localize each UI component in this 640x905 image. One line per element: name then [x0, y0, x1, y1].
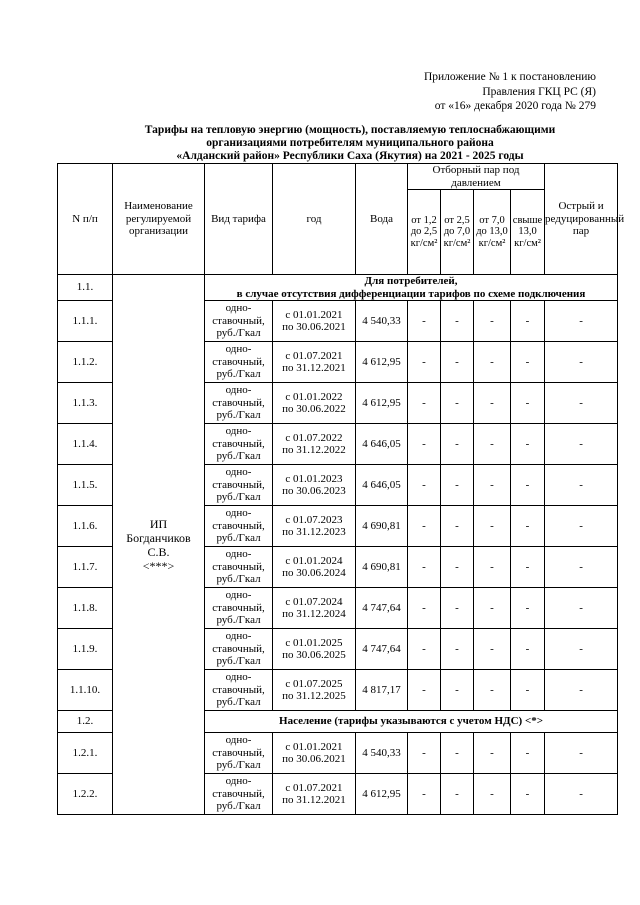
tariff-period	[273, 342, 356, 383]
tariff-kind: одно-ставочный, руб./Гкал	[205, 588, 273, 629]
col-header-steam-1: от 1,2 до 2,5 кг/см²	[408, 190, 441, 275]
empty-value-dash: -	[441, 301, 474, 342]
header-line-2: Правления ГКЦ РС (Я)	[482, 85, 596, 98]
water-tariff: 4 540,33	[356, 733, 408, 774]
organization-name	[113, 275, 205, 815]
water-tariff: 4 612,95	[356, 383, 408, 424]
period-from: с 01.07.2021	[285, 349, 343, 362]
water-tariff: 4 646,05	[356, 465, 408, 506]
tariff-period	[273, 670, 356, 711]
row-number: 1.1.10.	[58, 670, 113, 711]
water-tariff: 4 690,81	[356, 547, 408, 588]
col-header-steam-3: от 7,0 до 13,0 кг/см²	[474, 190, 511, 275]
empty-value-dash: -	[511, 383, 545, 424]
empty-value-dash: -	[441, 465, 474, 506]
tariff-period	[273, 424, 356, 465]
row-number: 1.1.8.	[58, 588, 113, 629]
empty-value-dash: -	[545, 383, 618, 424]
period-to: по 31.12.2025	[282, 690, 346, 702]
row-number: 1.1.2.	[58, 342, 113, 383]
empty-value-dash: -	[408, 670, 441, 711]
empty-value-dash: -	[441, 506, 474, 547]
water-tariff: 4 646,05	[356, 424, 408, 465]
section-number: 1.2.	[58, 711, 113, 733]
period-to: по 30.06.2021	[282, 321, 346, 333]
empty-value-dash: -	[441, 424, 474, 465]
period-to: по 31.12.2022	[282, 444, 346, 456]
empty-value-dash: -	[511, 301, 545, 342]
organization-line1: ИП	[149, 516, 168, 531]
tariff-kind: одно-ставочный, руб./Гкал	[205, 670, 273, 711]
empty-value-dash: -	[441, 383, 474, 424]
tariff-kind: одно-ставочный, руб./Гкал	[205, 383, 273, 424]
document-title	[60, 124, 640, 163]
empty-value-dash: -	[511, 465, 545, 506]
tariff-period	[273, 629, 356, 670]
water-tariff: 4 612,95	[356, 342, 408, 383]
period-to: по 30.06.2022	[282, 403, 346, 415]
row-number: 1.1.9.	[58, 629, 113, 670]
empty-value-dash: -	[511, 774, 545, 815]
empty-value-dash: -	[408, 588, 441, 629]
empty-value-dash: -	[474, 465, 511, 506]
empty-value-dash: -	[545, 629, 618, 670]
period-from: с 01.07.2023	[285, 513, 343, 526]
period-from: с 01.01.2021	[285, 740, 343, 753]
empty-value-dash: -	[511, 733, 545, 774]
row-number: 1.1.7.	[58, 547, 113, 588]
empty-value-dash: -	[474, 774, 511, 815]
tariff-kind: одно-ставочный, руб./Гкал	[205, 774, 273, 815]
tariff-kind: одно-ставочный, руб./Гкал	[205, 733, 273, 774]
title-line-3: «Алданский район» Республики Саха (Якутия) на 2021 - 2025 годы	[176, 150, 524, 162]
period-from: с 01.07.2021	[285, 781, 343, 794]
header-line-1: Приложение № 1 к постановлению	[423, 71, 596, 83]
empty-value-dash: -	[408, 547, 441, 588]
tariff-period	[273, 774, 356, 815]
empty-value-dash: -	[511, 588, 545, 629]
empty-value-dash: -	[408, 506, 441, 547]
empty-value-dash: -	[474, 301, 511, 342]
tariff-kind: одно-ставочный, руб./Гкал	[205, 342, 273, 383]
empty-value-dash: -	[545, 670, 618, 711]
table-body	[58, 275, 618, 815]
tariff-period	[273, 383, 356, 424]
period-to: по 31.12.2023	[282, 526, 346, 538]
organization-line3: С.В.	[147, 544, 170, 559]
empty-value-dash: -	[474, 383, 511, 424]
organization-line4: <***>	[142, 558, 175, 573]
period-from: с 01.07.2024	[285, 595, 343, 608]
water-tariff: 4 747,64	[356, 629, 408, 670]
empty-value-dash: -	[441, 547, 474, 588]
empty-value-dash: -	[474, 547, 511, 588]
col-header-steam-4: свыше 13,0 кг/см²	[511, 190, 545, 275]
water-tariff: 4 817,17	[356, 670, 408, 711]
row-number: 1.1.5.	[58, 465, 113, 506]
row-number: 1.2.1.	[58, 733, 113, 774]
period-from: с 01.07.2025	[285, 677, 343, 690]
empty-value-dash: -	[545, 733, 618, 774]
empty-value-dash: -	[408, 342, 441, 383]
col-header-steam-group: Отборный пар под давлением	[408, 164, 545, 190]
empty-value-dash: -	[408, 383, 441, 424]
col-header-num: N п/п	[58, 164, 113, 275]
tariff-period	[273, 547, 356, 588]
empty-value-dash: -	[474, 424, 511, 465]
empty-value-dash: -	[545, 424, 618, 465]
tariff-period	[273, 506, 356, 547]
period-from: с 01.01.2024	[285, 554, 343, 567]
empty-value-dash: -	[441, 670, 474, 711]
empty-value-dash: -	[408, 465, 441, 506]
col-header-water: Вода	[356, 164, 408, 275]
col-header-steam-2: от 2,5 до 7,0 кг/см²	[441, 190, 474, 275]
empty-value-dash: -	[511, 506, 545, 547]
period-from: с 01.01.2022	[285, 390, 343, 403]
water-tariff: 4 747,64	[356, 588, 408, 629]
tariff-period	[273, 301, 356, 342]
organization-line2: Богданчиков	[126, 530, 191, 545]
section-title	[205, 711, 618, 733]
section-row	[58, 275, 618, 301]
empty-value-dash: -	[545, 547, 618, 588]
period-to: по 30.06.2024	[282, 567, 346, 579]
tariff-period	[273, 588, 356, 629]
tariff-kind: одно-ставочный, руб./Гкал	[205, 301, 273, 342]
tariff-table	[57, 163, 625, 815]
document-header	[424, 70, 596, 114]
empty-value-dash: -	[408, 424, 441, 465]
section-title	[205, 275, 618, 301]
row-number: 1.1.1.	[58, 301, 113, 342]
empty-value-dash: -	[511, 424, 545, 465]
col-header-kind: Вид тарифа	[205, 164, 273, 275]
water-tariff: 4 690,81	[356, 506, 408, 547]
period-from: с 01.01.2021	[285, 308, 343, 321]
tariff-kind: одно-ставочный, руб./Гкал	[205, 424, 273, 465]
tariff-kind: одно-ставочный, руб./Гкал	[205, 465, 273, 506]
period-to: по 31.12.2021	[282, 362, 346, 374]
empty-value-dash: -	[408, 774, 441, 815]
period-from: с 01.01.2025	[285, 636, 343, 649]
water-tariff: 4 540,33	[356, 301, 408, 342]
tariff-kind: одно-ставочный, руб./Гкал	[205, 547, 273, 588]
empty-value-dash: -	[474, 506, 511, 547]
empty-value-dash: -	[474, 733, 511, 774]
section-title-line-1: Население (тарифы указываются с учетом НДС) <*>	[279, 715, 543, 728]
period-to: по 30.06.2021	[282, 753, 346, 765]
header-line-3: от «16» декабря 2020 года № 279	[434, 100, 596, 112]
title-line-2: организациями потребителям муниципального района	[206, 137, 494, 149]
empty-value-dash: -	[441, 733, 474, 774]
tariff-period	[273, 465, 356, 506]
tariff-kind: одно-ставочный, руб./Гкал	[205, 629, 273, 670]
empty-value-dash: -	[545, 465, 618, 506]
empty-value-dash: -	[511, 547, 545, 588]
title-line-1: Тарифы на тепловую энергию (мощность), поставляемую теплоснабжающими	[144, 124, 556, 136]
empty-value-dash: -	[511, 670, 545, 711]
period-from: с 01.01.2023	[285, 472, 343, 485]
period-to: по 31.12.2024	[282, 608, 346, 620]
section-number: 1.1.	[58, 275, 113, 301]
section-title-line-1: Для потребителей,	[364, 275, 458, 287]
row-number: 1.1.4.	[58, 424, 113, 465]
empty-value-dash: -	[408, 733, 441, 774]
empty-value-dash: -	[474, 342, 511, 383]
col-header-year: год	[273, 164, 356, 275]
period-to: по 30.06.2023	[282, 485, 346, 497]
empty-value-dash: -	[545, 506, 618, 547]
section-title-line-2: в случае отсутствия дифференциации тарифов по схеме подключения	[236, 287, 586, 300]
empty-value-dash: -	[474, 629, 511, 670]
empty-value-dash: -	[545, 301, 618, 342]
water-tariff: 4 612,95	[356, 774, 408, 815]
empty-value-dash: -	[545, 588, 618, 629]
empty-value-dash: -	[408, 629, 441, 670]
empty-value-dash: -	[441, 588, 474, 629]
empty-value-dash: -	[441, 774, 474, 815]
col-header-org: Наименование регулируемой организации	[113, 164, 205, 275]
tariff-period	[273, 733, 356, 774]
empty-value-dash: -	[474, 670, 511, 711]
period-to: по 31.12.2021	[282, 794, 346, 806]
empty-value-dash: -	[511, 342, 545, 383]
tariff-kind: одно-ставочный, руб./Гкал	[205, 506, 273, 547]
row-number: 1.1.3.	[58, 383, 113, 424]
empty-value-dash: -	[545, 342, 618, 383]
empty-value-dash: -	[511, 629, 545, 670]
row-number: 1.1.6.	[58, 506, 113, 547]
empty-value-dash: -	[441, 629, 474, 670]
empty-value-dash: -	[474, 588, 511, 629]
period-to: по 30.06.2025	[282, 649, 346, 661]
empty-value-dash: -	[545, 774, 618, 815]
col-header-sharp-steam: Острый и редуцированный пар	[545, 164, 618, 275]
row-number: 1.2.2.	[58, 774, 113, 815]
empty-value-dash: -	[441, 342, 474, 383]
period-from: с 01.07.2022	[285, 431, 343, 444]
empty-value-dash: -	[408, 301, 441, 342]
